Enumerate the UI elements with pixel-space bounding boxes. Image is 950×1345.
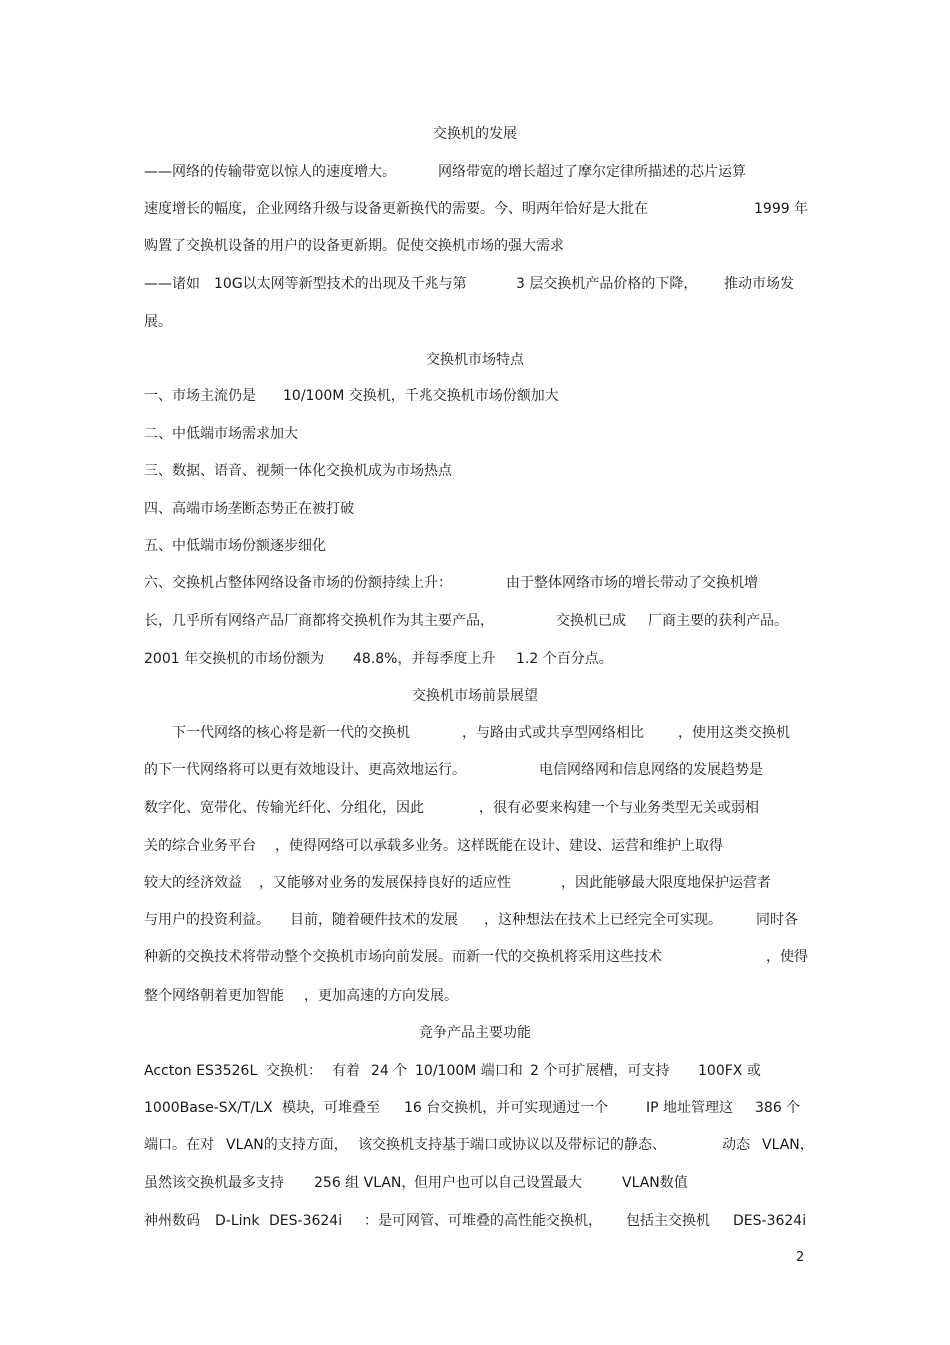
text-segment: 推动市场发 — [724, 276, 794, 292]
text-segment: VLAN的支持方面， — [226, 1137, 348, 1153]
text-segment: 与用户的投资利益。 — [144, 912, 270, 928]
text-segment: ，使得 — [766, 949, 808, 965]
text-segment: ，与路由式或共享型网络相比 — [462, 725, 644, 741]
text-segment: 六、交换机占整体网络设备市场的份额持续上升： — [144, 575, 452, 591]
text-segment: 10G以太网等新型技术的出现及千兆与第 — [214, 276, 467, 292]
text-segment: 由于整体网络市场的增长带动了交换机增 — [506, 575, 758, 591]
text-segment: 24 个 — [371, 1063, 408, 1079]
text-segment: 包括主交换机 — [626, 1213, 710, 1229]
text-segment: 网络带宽的增长超过了摩尔定律所描述的芯片运算 — [438, 164, 746, 180]
text-segment: 交换机已成 — [556, 613, 626, 629]
text-segment: 数字化、宽带化、传输光纤化、分组化，因此 — [144, 800, 424, 816]
text-segment: 交换机： — [266, 1063, 322, 1079]
text-segment: 较大的经济效益 — [144, 875, 242, 891]
text-segment: DES-3624i — [269, 1213, 343, 1229]
text-segment: 四、高端市场垄断态势正在被打破 — [144, 501, 354, 517]
text-segment: 展。 — [144, 314, 172, 330]
text-segment: 神州数码 — [144, 1213, 200, 1229]
text-segment: 三、数据、语音、视频一体化交换机成为市场热点 — [144, 463, 452, 479]
text-segment: 100FX 或 — [698, 1063, 761, 1079]
text-segment: D-Link — [215, 1213, 260, 1229]
text-segment: ，使用这类交换机 — [678, 725, 790, 741]
text-segment: 种新的交换技术将带动整个交换机市场向前发展。而新一代的交换机将采用这些技术 — [144, 949, 662, 965]
text-segment: ，使得网络可以承载多业务。这样既能在设计、建设、运营和维护上取得 — [275, 838, 723, 854]
text-segment: 386 个 — [755, 1100, 801, 1116]
text-segment: 2 个可扩展槽，可支持 — [530, 1063, 670, 1079]
text-segment: 48.8%，并每季度上升 — [353, 651, 496, 667]
text-segment: 的下一代网络将可以更有效地设计、更高效地运行。 — [144, 762, 466, 778]
page-number: 2 — [796, 1250, 805, 1265]
section-title-competing-products: 竞争产品主要功能 — [419, 1025, 531, 1041]
text-segment: 16 台交换机，并可实现通过一个 — [404, 1100, 609, 1116]
text-segment: ，更加高速的方向发展。 — [304, 988, 458, 1004]
text-segment: 256 组 VLAN， — [314, 1175, 416, 1191]
text-segment: 有着 — [332, 1063, 360, 1079]
text-segment: 端口。在对 — [144, 1137, 214, 1153]
text-segment: 1000Base-SX/T/LX — [144, 1100, 273, 1116]
text-segment: 厂商主要的获利产品。 — [648, 613, 788, 629]
text-segment: ，因此能够最大限度地保护运营者 — [561, 875, 771, 891]
text-segment: 购置了交换机设备的用户的设备更新期。促使交换机市场的强大需求 — [144, 238, 564, 254]
text-segment: 动态 — [722, 1137, 750, 1153]
text-segment: 该交换机支持基于端口或协议以及带标记的静态、 — [358, 1137, 666, 1153]
text-segment: 关的综合业务平台 — [144, 838, 256, 854]
text-segment: 同时各 — [756, 912, 798, 928]
text-segment: IP 地址管理这 — [646, 1100, 734, 1116]
text-segment: 一、市场主流仍是 — [144, 388, 256, 404]
text-segment: 10/100M 交换机，千兆交换机市场份额加大 — [283, 388, 559, 404]
text-segment: 1999 年 — [754, 201, 809, 217]
text-segment: DES-3624i — [733, 1213, 807, 1229]
text-segment: 速度增长的幅度，企业网络升级与设备更新换代的需要。今、明两年恰好是大批在 — [144, 201, 648, 217]
text-segment: 2001 年交换机的市场份额为 — [144, 651, 325, 667]
section-title-market-outlook: 交换机市场前景展望 — [412, 688, 538, 704]
text-segment: ，又能够对业务的发展保持良好的适应性 — [259, 875, 511, 891]
text-segment: 10/100M 端口和 — [415, 1063, 523, 1079]
text-segment: 二、中低端市场需求加大 — [144, 426, 298, 442]
text-segment: 虽然该交换机最多支持 — [144, 1175, 284, 1191]
text-segment: Accton ES3526L — [144, 1063, 258, 1079]
section-title-development: 交换机的发展 — [433, 126, 517, 142]
text-segment: 五、中低端市场份额逐步细化 — [144, 538, 326, 554]
text-segment: 目前，随着硬件技术的发展 — [290, 912, 458, 928]
text-segment: VLAN， — [762, 1137, 814, 1153]
text-segment: VLAN数值 — [622, 1175, 688, 1191]
text-segment: ——诸如 — [144, 276, 200, 292]
text-segment: 1.2 个百分点。 — [516, 651, 613, 667]
text-segment: 模块，可堆叠至 — [282, 1100, 380, 1116]
text-segment: 下一代网络的核心将是新一代的交换机 — [172, 725, 410, 741]
text-segment: 电信网络网和信息网络的发展趋势是 — [539, 762, 763, 778]
text-segment: ——网络的传输带宽以惊人的速度增大。 — [144, 164, 396, 180]
text-segment: 3 层交换机产品价格的下降， — [516, 276, 698, 292]
section-title-market-features: 交换机市场特点 — [426, 352, 524, 368]
text-segment: ，这种想法在技术上已经完全可实现。 — [484, 912, 722, 928]
text-segment: 整个网络朝着更加智能 — [144, 988, 284, 1004]
text-segment: ：是可网管、可堆叠的高性能交换机， — [364, 1213, 602, 1229]
text-segment: ，很有必要来构建一个与业务类型无关或弱相 — [479, 800, 759, 816]
text-segment: 长，几乎所有网络产品厂商都将交换机作为其主要产品， — [144, 613, 494, 629]
text-segment: 但用户也可以自己设置最大 — [414, 1175, 582, 1191]
